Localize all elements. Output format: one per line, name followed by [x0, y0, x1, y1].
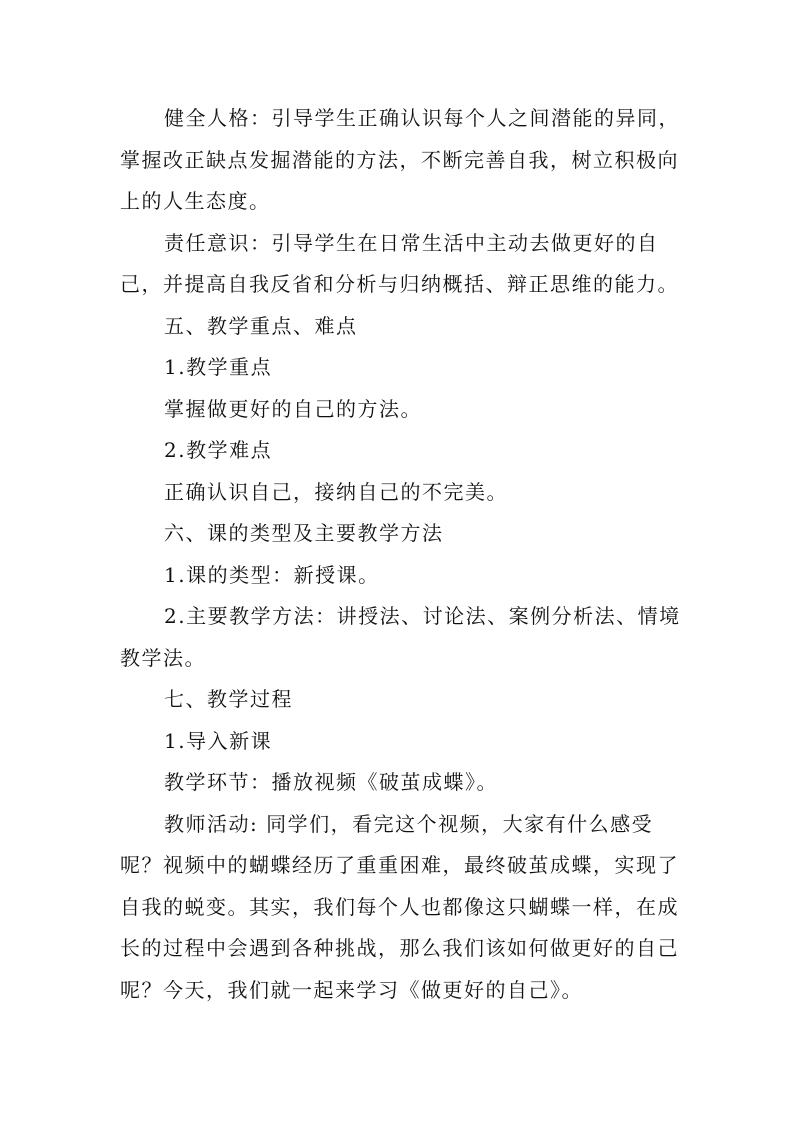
paragraph-responsibility: 责任意识：引导学生在日常生活中主动去做更好的自己，并提高自我反省和分析与归纳概括、辩正思维的能力。 [120, 230, 679, 296]
subheading-teaching-focus: 1.教学重点 [164, 355, 273, 379]
subheading-introduction: 1.导入新课 [164, 728, 273, 753]
section-heading-lesson-type: 六、课的类型及主要教学方法 [164, 521, 444, 545]
paragraph-teaching-difficulty: 正确认识自己，接纳自己的不完美。 [164, 479, 508, 504]
paragraph-teaching-step: 教学环节：播放视频《破茧成蝶》。 [164, 770, 498, 794]
subheading-teaching-difficulty: 2.教学难点 [164, 438, 273, 462]
paragraph-teaching-focus: 掌握做更好的自己的方法。 [164, 396, 422, 421]
paragraph-personality: 健全人格：引导学生正确认识每个人之间潜能的异同，掌握改正缺点发掘潜能的方法，不断完善自我，树立积极向上的人生态度。 [120, 106, 680, 213]
paragraph-teaching-methods: 2.主要教学方法：讲授法、讨论法、案例分析法、情境教学法。 [120, 604, 681, 670]
section-heading-teaching-process: 七、教学过程 [164, 687, 293, 711]
document-body [120, 98, 695, 1011]
paragraph-lesson-type: 1.课的类型：新授课。 [164, 562, 380, 587]
section-heading-key-points: 五、教学重点、难点 [164, 313, 358, 338]
paragraph-teacher-activity: 教师活动: 同学们，看完这个视频，大家有什么感受呢？视频中的蝴蝶经历了重重困难，最终破茧成蝶，实现了自我的蜕变。其实，我们每个人也都像这只蝴蝶一样，在成长的过程中会遇到各种挑战，那么我们该如何做更好的自己呢？今天，我们就一起来学习《做更好的自己》。 [120, 811, 679, 1002]
